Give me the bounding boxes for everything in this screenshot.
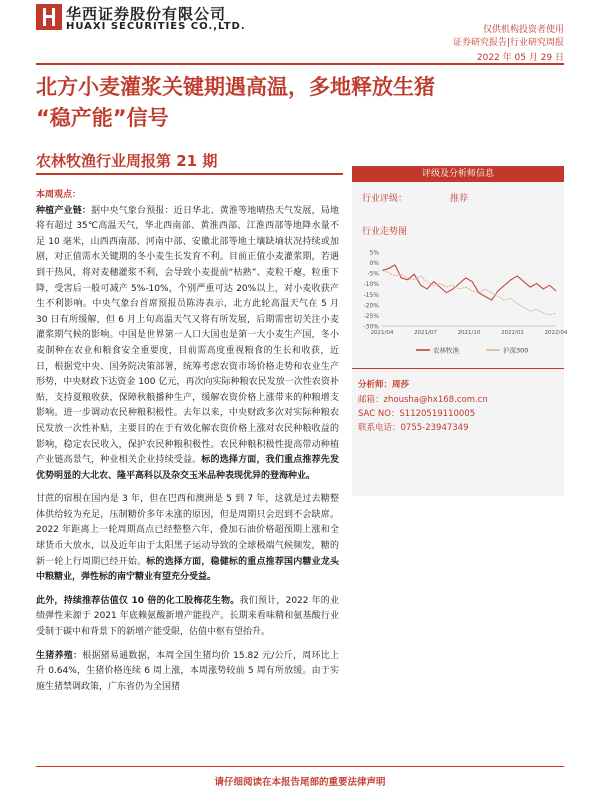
x-tick-label: 2022/04	[544, 330, 568, 336]
sac-value: S1120519110005	[399, 409, 476, 419]
x-tick-label: 2021/10	[457, 330, 481, 336]
subtitle-divider	[36, 173, 343, 175]
sac-row	[358, 407, 475, 419]
paragraph-text: 甘蔗的宿根在国内是 3 年，但在巴西和澳洲是 5 到 7 年，这就是过去糖整体供给较为充足，压制糖价多年未涨的原因，但是周期只会迟到不会缺席。2022 年距离上一轮周期高点已经整整六年，叠加石油价格超预期上涨和全球货币大放水，以及近年由于太阳黑子运动导致的全球极端气候频发，糖的新一轮上行周期已经开始。	[36, 494, 339, 567]
trend-chart-label: 行业走势图	[362, 227, 408, 237]
report-title-line1: 北方小麦灌浆关键期遇高温，多地释放生猪	[36, 75, 435, 99]
analyst-row	[358, 378, 409, 390]
analyst-label: 分析师：	[358, 380, 393, 390]
section-heading: 本周观点：	[36, 190, 82, 200]
header-divider	[36, 63, 564, 65]
y-tick-label: -15%	[363, 291, 379, 299]
report-date: 2022 年 05 月 29 日	[476, 53, 564, 63]
y-tick-label: -10%	[363, 281, 379, 289]
x-tick-label: 2022/01	[501, 330, 524, 336]
email-label: 邮箱：	[358, 395, 384, 405]
legend-label: 沪深300	[503, 346, 529, 355]
huaxi-logo-icon	[36, 4, 62, 30]
rating-label: 行业评级：	[362, 194, 408, 204]
footer-divider	[36, 766, 564, 767]
y-tick-label: -30%	[363, 323, 379, 331]
series-line	[382, 265, 556, 300]
y-tick-label: -20%	[363, 302, 379, 310]
paragraph-lead: 种植产业链：	[36, 205, 92, 216]
phone-value: 0755-23947349	[400, 423, 469, 433]
report-title-line2: “稳产能”信号	[36, 106, 169, 130]
paragraph-hog	[36, 649, 339, 696]
legend-label: 农林牧渔	[433, 346, 459, 355]
rating-panel-header: 评级及分析师信息	[352, 166, 564, 182]
paragraph-emphasis: 标的选择方面，稳健标的重点推荐国内糖业龙头中粮糖业，弹性标的南宁糖业有望充分受益。	[36, 556, 339, 583]
y-tick-label: -25%	[363, 312, 379, 320]
phone-label: 联系电话：	[358, 423, 401, 433]
email-row	[358, 393, 488, 405]
paragraph-sugar	[36, 492, 339, 586]
y-tick-label: 0%	[369, 260, 379, 268]
paragraph-lead: 生猪养殖：	[36, 650, 83, 661]
sac-label: SAC NO：	[358, 409, 400, 419]
logo-company-cn: 华西证券股份有限公司	[66, 5, 227, 23]
y-tick-label: -5%	[367, 270, 379, 278]
rating-value: 推荐	[450, 194, 469, 204]
series-line	[382, 271, 556, 315]
paragraph-emphasis: 此外，持续推荐估值仅 10 倍的化工股梅花生物。	[36, 595, 240, 606]
legal-notice: 请仔细阅读在本报告尾部的重要法律声明	[214, 777, 386, 788]
paragraph-planting	[36, 204, 339, 485]
x-tick-label: 2021/07	[414, 330, 437, 336]
analyst-name: 周莎	[392, 380, 410, 390]
paragraph-text: 我们预计，2022 年的业绩弹性来源于 2021 年底赖氨酸新增产能投产。长期来看味精和氨基酸行业受制于碳中和背景下的新增产能受限，估值中枢有望抬升。	[36, 595, 339, 638]
report-subtitle: 农林牧渔行业周报第 21 期	[36, 152, 218, 170]
analyst-divider	[352, 368, 564, 369]
y-tick-label: 5%	[369, 249, 379, 257]
paragraph-emphasis: 标的选择方面，我们重点推荐先发优势明显的大北农、隆平高科以及杂交玉米品种表现优异的登海种业。	[36, 455, 339, 481]
report-type: 证券研究报告|行业研究周报	[452, 38, 564, 48]
x-tick-label: 2021/04	[370, 330, 394, 336]
paragraph-text: 据中央气象台预报：近日华北、黄淮等地晴热天气发展，局地将有超过 35℃高温天气，华北西南部、黄淮西部、江淮西部等地降水量不足 10 毫米，山西西南部、河南中部、安徽北部等地土壤缺墒状况持续或加剧，对正值需水关键期的冬小麦生长发育不利。目前正值小麦灌浆期，若遇到干热风，将对麦穗灌浆不利，会导致小麦提前“枯熟”、麦粒干瘪，粒重下降，受害后一般可减产 5%-10%，个别严重可达 20%以上，对小麦收获产生不利影响。中央气象台首席预报员陈涛表示，北方此轮高温天气在 5 月 30 日有所缓解，但 6 月上旬高温天气又将有所发展，后期需密切关注小麦灌浆期气候的影响。中国是世界第一人口大国也是第一大小麦生产国，冬小麦制种在农业和粮食安全重要度，目前需高度重视粮食的生长和收获，近日，根据党中央、国务院决策部署，统筹考虑农资市场价格走势和农业生产形势，中央财政下达资金 100 亿元，再次向实际种粮农民发放一次性农资补贴，支持夏粮收获，保障秋粮播种生产，缓解农资价格上涨带来的种粮增支影响。进一步调动农民种粮积极性。去年以来，中央财政多次对实际种粮农民发放一次性补贴，主要目的在于有效化解农资价格上涨对农民种粮收益的影响，稳定农民收入，保护农民种粮积极性。农民种粮积极性提高带动种植产业链高景气，种业相关企业持续受益。	[36, 205, 339, 466]
paragraph-text: 根据猪易通数据，本周全国生猪均价 15.82 元/公斤，周环比上升 0.64%，生猪价格连续 6 周上涨，本周涨势较前 5 周有所放缓。由于实施生猪禁调政策，广东省仍为全国猪	[36, 650, 339, 692]
email-value[interactable]: zhousha@hx168.com.cn	[383, 395, 488, 405]
audience-note: 仅供机构投资者使用	[482, 25, 564, 35]
report-title	[36, 72, 564, 134]
body-text	[36, 188, 339, 703]
phone-row	[358, 421, 468, 433]
paragraph-chemical	[36, 594, 339, 641]
industry-trend-chart	[356, 246, 568, 364]
logo-company-en: HUAXI SECURITIES CO.,LTD.	[66, 21, 246, 32]
